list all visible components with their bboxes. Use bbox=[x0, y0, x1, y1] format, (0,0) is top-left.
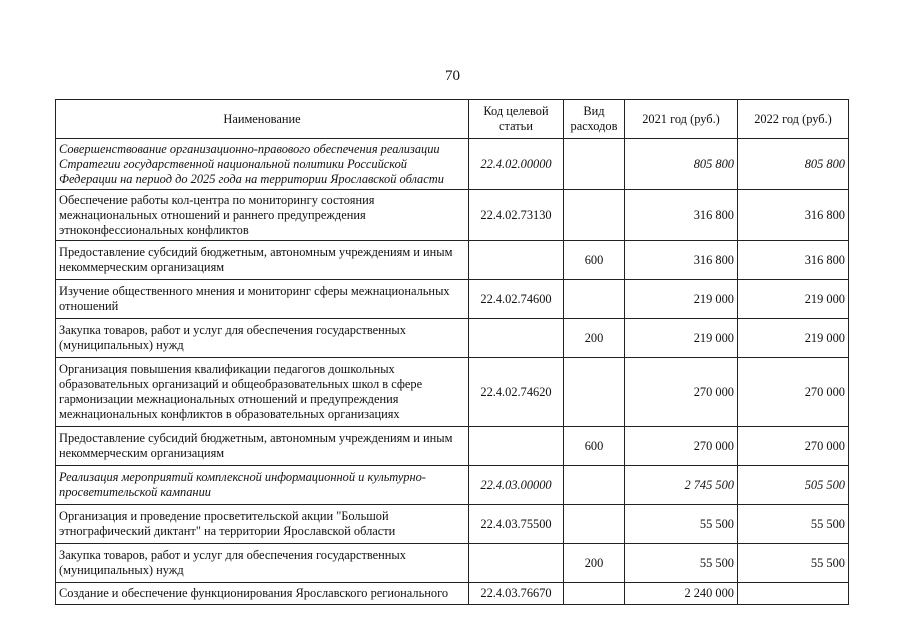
row-2021-cell: 316 800 bbox=[625, 241, 738, 280]
row-code-cell bbox=[469, 241, 564, 280]
table-row bbox=[56, 544, 849, 583]
row-2022-cell: 219 000 bbox=[738, 319, 849, 358]
row-2021-cell: 219 000 bbox=[625, 280, 738, 319]
row-code-cell bbox=[469, 544, 564, 583]
row-code-cell: 22.4.02.00000 bbox=[469, 139, 564, 190]
table-row bbox=[56, 319, 849, 358]
row-code-cell: 22.4.03.75500 bbox=[469, 505, 564, 544]
row-2022-cell: 270 000 bbox=[738, 427, 849, 466]
table-row bbox=[56, 427, 849, 466]
table-row bbox=[56, 583, 849, 605]
header-2022: 2022 год (руб.) bbox=[738, 100, 849, 139]
row-2022-cell: 316 800 bbox=[738, 241, 849, 280]
row-type-cell bbox=[564, 358, 625, 427]
row-type-cell bbox=[564, 139, 625, 190]
page-number: 70 bbox=[445, 68, 460, 84]
row-code-cell: 22.4.03.00000 bbox=[469, 466, 564, 505]
header-code: Код целевой статьи bbox=[469, 100, 564, 139]
row-type-cell: 200 bbox=[564, 544, 625, 583]
row-2021-cell: 55 500 bbox=[625, 544, 738, 583]
row-2022-cell bbox=[738, 583, 849, 605]
row-code-cell: 22.4.02.74620 bbox=[469, 358, 564, 427]
row-name-cell: Изучение общественного мнения и мониторинг сферы межнациональных отношений bbox=[56, 280, 469, 319]
row-type-cell: 600 bbox=[564, 427, 625, 466]
row-2021-cell: 270 000 bbox=[625, 358, 738, 427]
row-2022-cell: 805 800 bbox=[738, 139, 849, 190]
row-type-cell bbox=[564, 280, 625, 319]
row-2021-cell: 2 240 000 bbox=[625, 583, 738, 605]
row-2021-cell: 219 000 bbox=[625, 319, 738, 358]
table-row bbox=[56, 505, 849, 544]
row-2022-cell: 55 500 bbox=[738, 544, 849, 583]
row-name-cell: Совершенствование организационно-правового обеспечения реализации Стратегии государственной национальной политики Российской Федерации на период до 2025 года на территории Ярославской области bbox=[56, 139, 469, 190]
row-code-cell bbox=[469, 319, 564, 358]
row-name-cell: Реализация мероприятий комплексной информационной и культурно-просветительской кампании bbox=[56, 466, 469, 505]
table-body bbox=[56, 139, 849, 605]
row-2021-cell: 55 500 bbox=[625, 505, 738, 544]
row-code-cell bbox=[469, 427, 564, 466]
row-2022-cell: 55 500 bbox=[738, 505, 849, 544]
table-row bbox=[56, 358, 849, 427]
row-name-cell: Предоставление субсидий бюджетным, автономным учреждениям и иным некоммерческим организациям bbox=[56, 427, 469, 466]
header-name: Наименование bbox=[56, 100, 469, 139]
row-type-cell: 600 bbox=[564, 241, 625, 280]
table-row bbox=[56, 280, 849, 319]
table-row bbox=[56, 241, 849, 280]
row-name-cell: Закупка товаров, работ и услуг для обеспечения государственных (муниципальных) нужд bbox=[56, 544, 469, 583]
row-name-cell: Создание и обеспечение функционирования Ярославского регионального bbox=[56, 583, 469, 605]
row-name-cell: Закупка товаров, работ и услуг для обеспечения государственных (муниципальных) нужд bbox=[56, 319, 469, 358]
table-row bbox=[56, 139, 849, 190]
header-2021: 2021 год (руб.) bbox=[625, 100, 738, 139]
row-type-cell bbox=[564, 583, 625, 605]
table-header-row bbox=[56, 100, 849, 139]
row-type-cell bbox=[564, 505, 625, 544]
table-row bbox=[56, 466, 849, 505]
row-2021-cell: 2 745 500 bbox=[625, 466, 738, 505]
row-name-cell: Организация повышения квалификации педагогов дошкольных образовательных организаций и общеобразовательных школ в сфере гармонизации межнациональных отношений и предупреждения межнациональных конфликтов в образовательных организациях bbox=[56, 358, 469, 427]
row-code-cell: 22.4.03.76670 bbox=[469, 583, 564, 605]
row-2021-cell: 316 800 bbox=[625, 190, 738, 241]
row-2021-cell: 805 800 bbox=[625, 139, 738, 190]
row-2022-cell: 219 000 bbox=[738, 280, 849, 319]
row-type-cell: 200 bbox=[564, 319, 625, 358]
row-2022-cell: 505 500 bbox=[738, 466, 849, 505]
row-type-cell bbox=[564, 190, 625, 241]
row-2022-cell: 316 800 bbox=[738, 190, 849, 241]
header-type: Вид расходов bbox=[564, 100, 625, 139]
table-row bbox=[56, 190, 849, 241]
row-name-cell: Предоставление субсидий бюджетным, автономным учреждениям и иным некоммерческим организациям bbox=[56, 241, 469, 280]
row-name-cell: Обеспечение работы кол-центра по мониторингу состояния межнациональных отношений и раннего предупреждения этноконфессиональных конфликтов bbox=[56, 190, 469, 241]
row-code-cell: 22.4.02.74600 bbox=[469, 280, 564, 319]
row-2021-cell: 270 000 bbox=[625, 427, 738, 466]
row-2022-cell: 270 000 bbox=[738, 358, 849, 427]
budget-table bbox=[55, 99, 849, 605]
row-code-cell: 22.4.02.73130 bbox=[469, 190, 564, 241]
row-name-cell: Организация и проведение просветительской акции "Большой этнографический диктант" на территории Ярославской области bbox=[56, 505, 469, 544]
row-type-cell bbox=[564, 466, 625, 505]
